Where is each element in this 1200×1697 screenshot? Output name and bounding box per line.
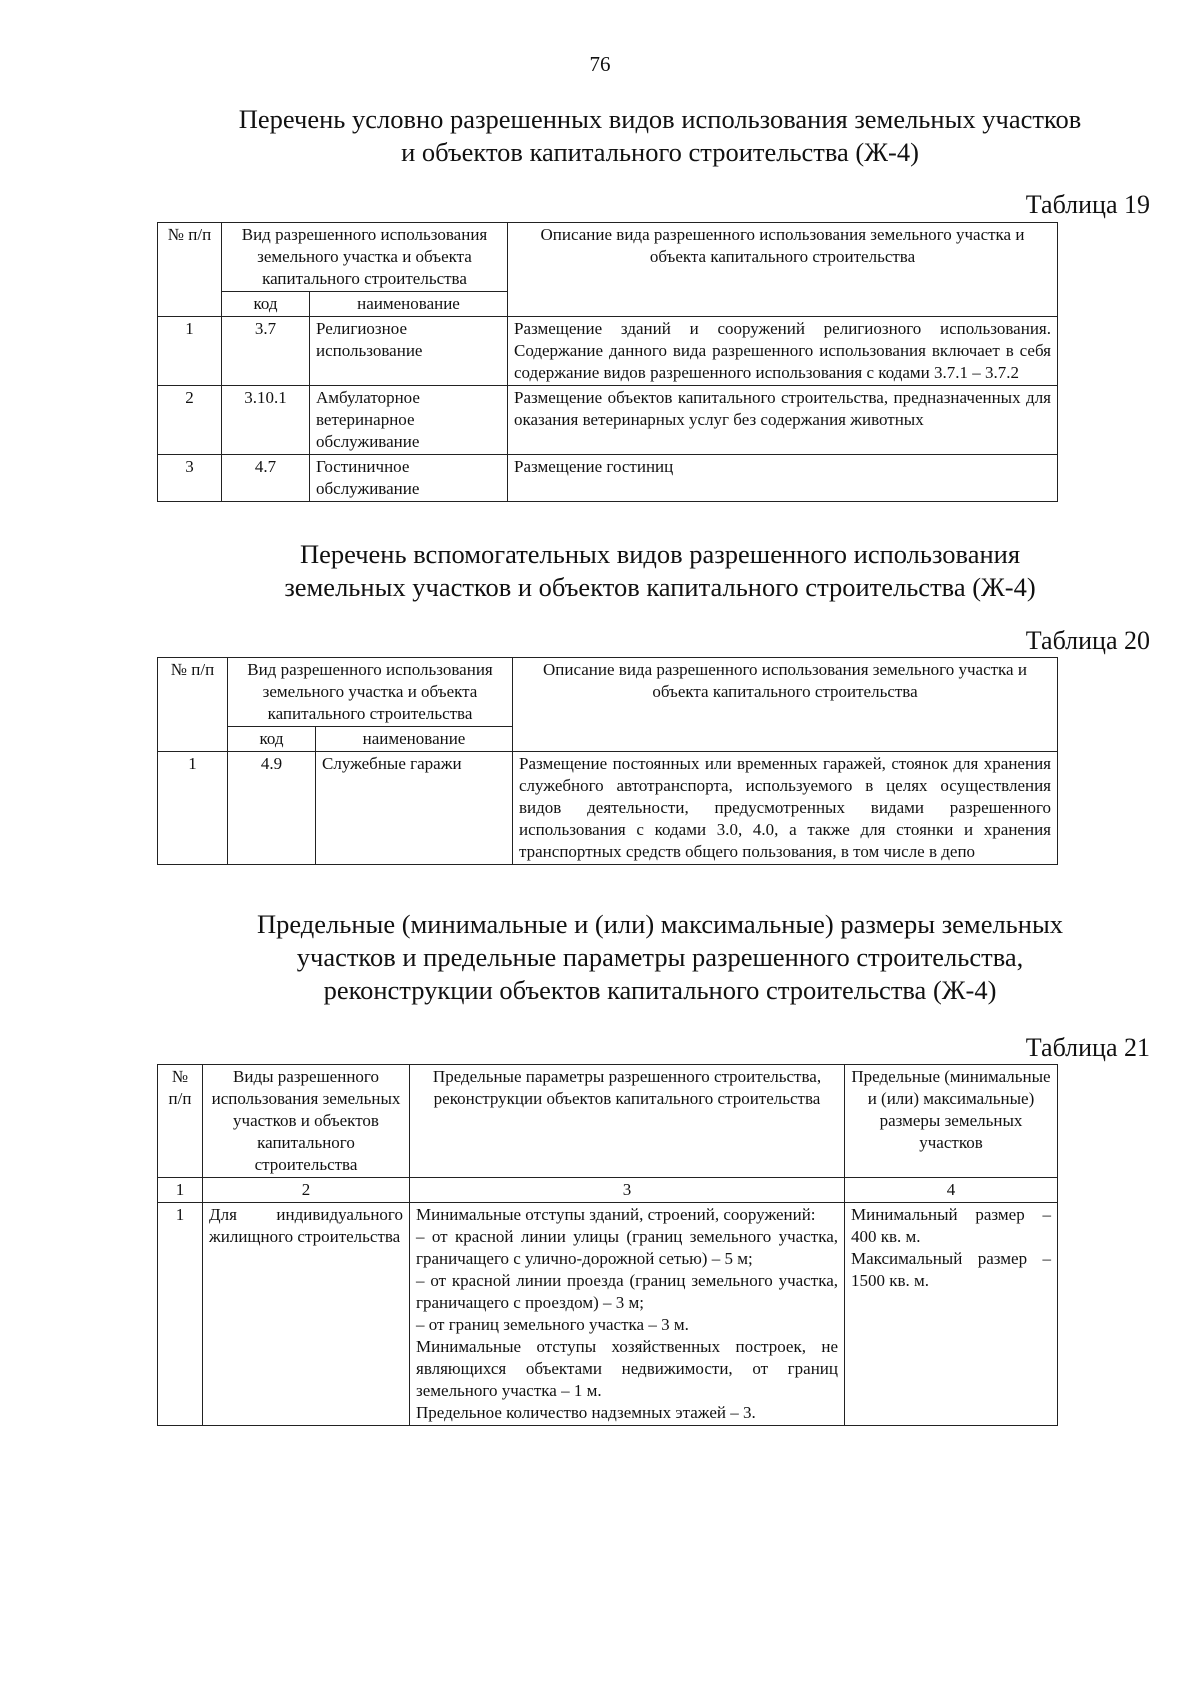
header-sizes: Предельные (минимальные и (или) максимальные) размеры земельных участков <box>845 1065 1058 1178</box>
table-row <box>158 455 1058 502</box>
header-name: наименование <box>316 727 513 752</box>
cell-vid: Для индивидуального жилищного строительства <box>203 1203 410 1426</box>
params-line: Предельное количество надземных этажей – 3. <box>416 1403 756 1422</box>
table-row <box>158 386 1058 455</box>
table-row <box>158 317 1058 386</box>
params-line: – от границ земельного участка – 3 м. <box>416 1315 689 1334</box>
heading-line: и объектов капитального строительства (Ж-4) <box>401 137 919 167</box>
heading-line: Перечень условно разрешенных видов использования земельных участков <box>238 104 1082 134</box>
cell-num: 2 <box>158 386 222 455</box>
header-kod: код <box>222 292 310 317</box>
header-num: № п/п <box>158 1065 203 1178</box>
table-19 <box>157 222 1058 502</box>
column-numbers-row <box>158 1178 1058 1203</box>
header-vid: Виды разрешенного использования земельных участков и объектов капитального строительства <box>203 1065 410 1178</box>
col-number: 1 <box>158 1178 203 1203</box>
heading-line: Предельные (минимальные и (или) максимальные) размеры земельных <box>256 909 1064 939</box>
table-20 <box>157 657 1058 865</box>
heading-line: Перечень вспомогательных видов разрешенного использования <box>299 539 1021 569</box>
table-21 <box>157 1064 1058 1426</box>
section-3-heading <box>150 908 1170 1007</box>
cell-num: 1 <box>158 1203 203 1426</box>
table-row <box>158 752 1058 865</box>
cell-name: Гостиничное обслуживание <box>310 455 508 502</box>
header-params: Предельные параметры разрешенного строительства, реконструкции объектов капитального строительства <box>410 1065 845 1178</box>
heading-line: реконструкции объектов капитального строительства (Ж-4) <box>323 975 997 1005</box>
cell-desc: Размещение постоянных или временных гаражей, стоянок для хранения служебного автотранспорта, используемого в целях осуществления видов деятельности, предусмотренных видами разрешенного использования с кодами 3.0, 4.0, а также для стоянки и хранения транспортных средств общего пользования, в том числе в депо <box>513 752 1058 865</box>
table-19-caption: Таблица 19 <box>1025 190 1150 219</box>
cell-kod: 3.7 <box>222 317 310 386</box>
heading-line: участков и предельные параметры разрешенного строительства, <box>296 942 1024 972</box>
table-21-caption: Таблица 21 <box>1025 1033 1150 1062</box>
cell-kod: 4.7 <box>222 455 310 502</box>
cell-kod: 3.10.1 <box>222 386 310 455</box>
sizes-line: Максимальный размер – 1500 кв. м. <box>851 1249 1051 1290</box>
cell-desc: Размещение зданий и сооружений религиозного использования. Содержание данного вида разрешенного использования включает в себя содержание видов разрешенного использования с кодами 3.7.1 – 3.7.2 <box>508 317 1058 386</box>
header-desc: Описание вида разрешенного использования земельного участка и объекта капитального строительства <box>513 658 1058 752</box>
header-desc: Описание вида разрешенного использования земельного участка и объекта капитального строительства <box>508 223 1058 317</box>
cell-num: 1 <box>158 317 222 386</box>
section-2-heading <box>150 538 1170 604</box>
params-line: Минимальные отступы хозяйственных построек, не являющихся объектами недвижимости, от границ земельного участка – 1 м. <box>416 1337 838 1400</box>
table-row <box>158 1203 1058 1426</box>
sizes-line: Минимальный размер – 400 кв. м. <box>851 1205 1051 1246</box>
cell-kod: 4.9 <box>228 752 316 865</box>
header-vid: Вид разрешенного использования земельного участка и объекта капитального строительства <box>222 223 508 292</box>
cell-desc: Размещение объектов капитального строительства, предназначенных для оказания ветеринарных услуг без содержания животных <box>508 386 1058 455</box>
params-line: Минимальные отступы зданий, строений, сооружений: <box>416 1205 816 1224</box>
header-name: наименование <box>310 292 508 317</box>
params-line: – от красной линии улицы (границ земельного участка, граничащего с улично-дорожной сетью) – 5 м; <box>416 1227 838 1268</box>
cell-num: 1 <box>158 752 228 865</box>
params-line: – от красной линии проезда (границ земельного участка, граничащего с проездом) – 3 м; <box>416 1271 838 1312</box>
col-number: 2 <box>203 1178 410 1203</box>
cell-params <box>410 1203 845 1426</box>
header-kod: код <box>228 727 316 752</box>
col-number: 4 <box>845 1178 1058 1203</box>
table-20-caption: Таблица 20 <box>1025 626 1150 655</box>
cell-desc: Размещение гостиниц <box>508 455 1058 502</box>
section-1-heading <box>150 103 1170 169</box>
cell-name: Религиозное использование <box>310 317 508 386</box>
cell-sizes <box>845 1203 1058 1426</box>
header-num: № п/п <box>158 223 222 317</box>
header-vid: Вид разрешенного использования земельного участка и объекта капитального строительства <box>228 658 513 727</box>
heading-line: земельных участков и объектов капитального строительства (Ж-4) <box>284 572 1036 602</box>
cell-name: Амбулаторное ветеринарное обслуживание <box>310 386 508 455</box>
cell-num: 3 <box>158 455 222 502</box>
page-number: 76 <box>589 52 611 76</box>
header-num: № п/п <box>158 658 228 752</box>
cell-name: Служебные гаражи <box>316 752 513 865</box>
col-number: 3 <box>410 1178 845 1203</box>
